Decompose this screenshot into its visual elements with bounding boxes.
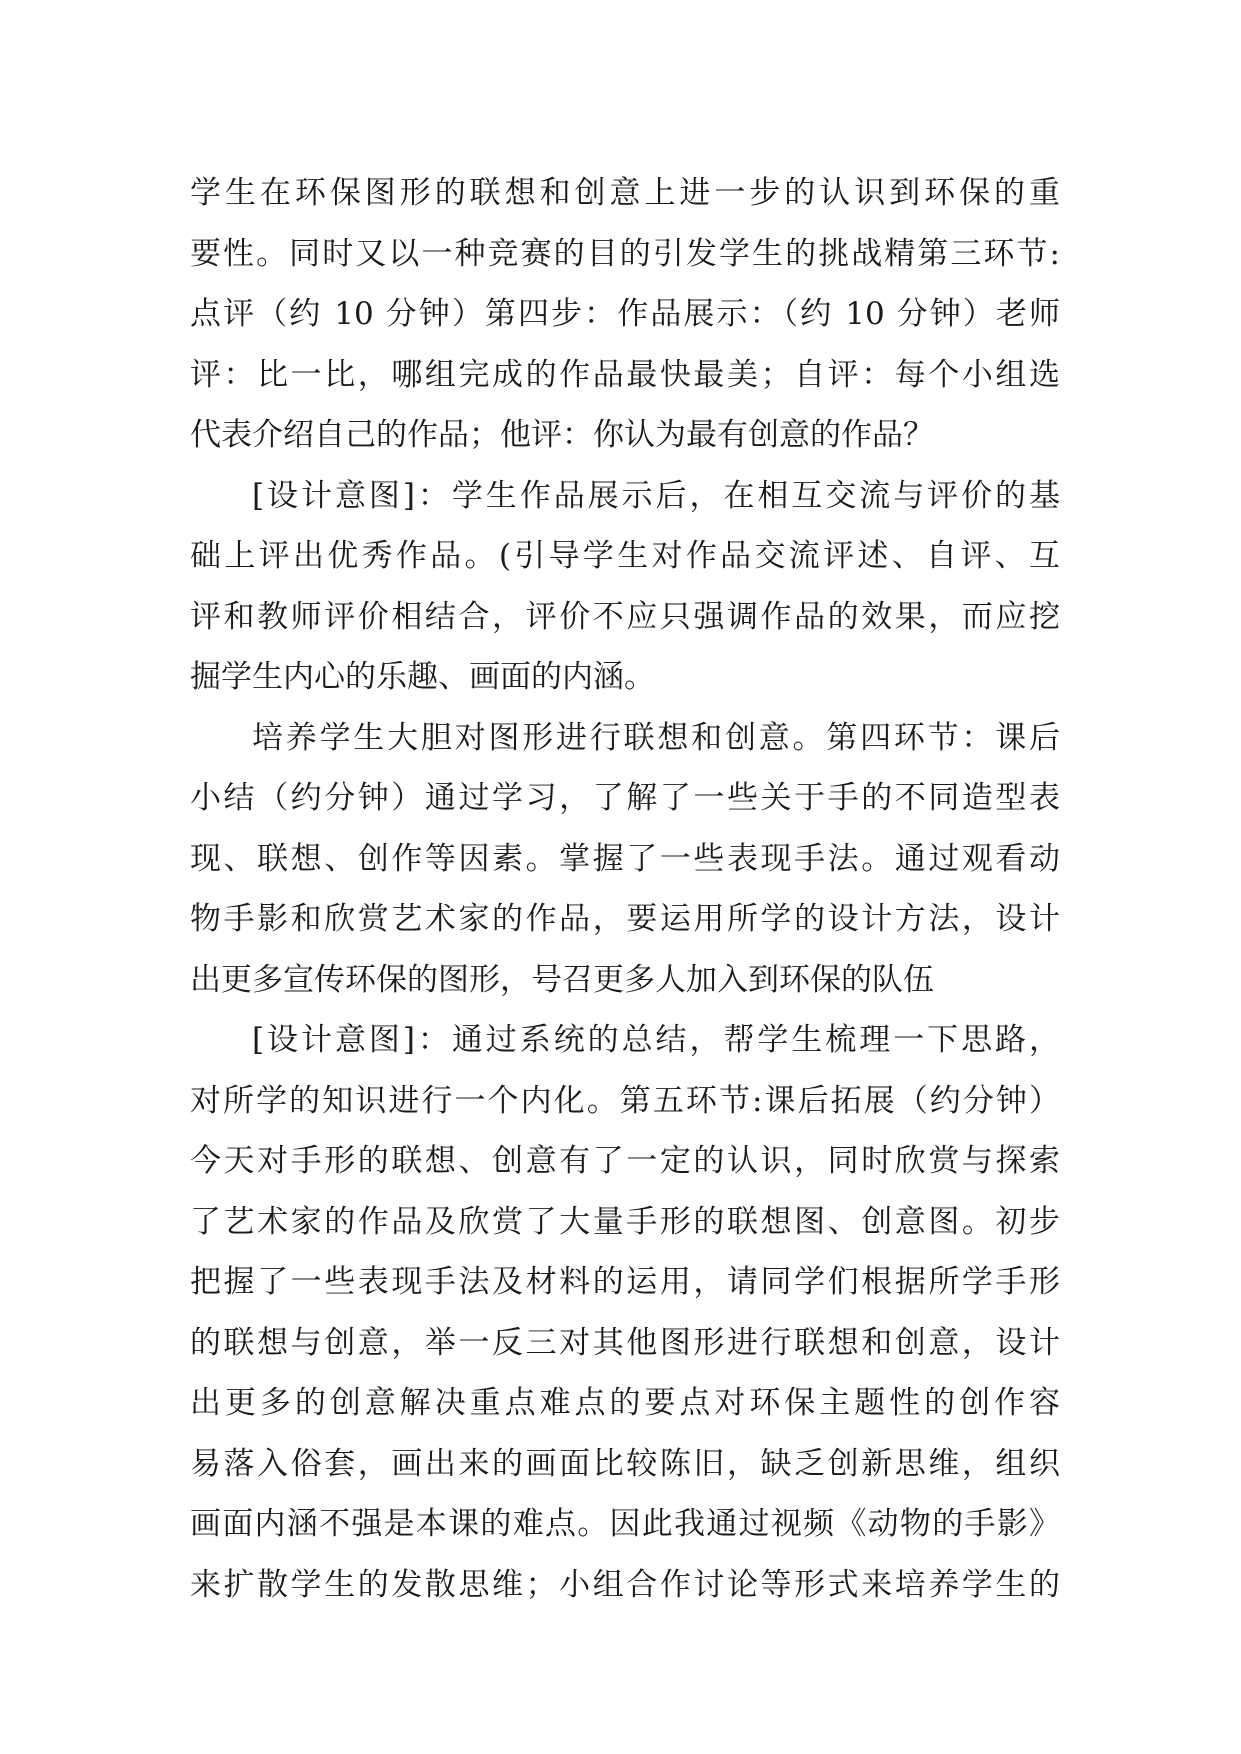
text-line: 培养学生大胆对图形进行联想和创意。第四环节：课后 [252,719,1060,756]
paragraph-4 [190,1010,1060,1615]
text-line: 评：比一比，哪组完成的作品最快最美；自评：每个小组选 [190,356,1060,393]
text-line: 易落入俗套，画出来的画面比较陈旧，缺乏创新思维，组织 [190,1445,1060,1482]
paragraph-3 [190,708,1060,1011]
text-line: 要性。同时又以一种竞赛的目的引发学生的挑战精第三环节: [190,235,1060,272]
text-line: 评和教师评价相结合，评价不应只强调作品的效果，而应挖 [190,598,1060,635]
text-line: 掘学生内心的乐趣、画面的内涵。 [190,659,655,695]
text-line: 代表介绍自己的作品；他评：你认为最有创意的作品？ [190,417,934,453]
text-line: 对所学的知识进行一个内化。第五环节:课后拓展（约分钟） [190,1082,1060,1119]
text-line: 今天对手形的联想、创意有了一定的认识，同时欣赏与探索 [190,1143,1060,1179]
text-line: 物手影和欣赏艺术家的作品，要运用所学的设计方法，设计 [190,901,1060,937]
text-line: 的联想与创意，举一反三对其他图形进行联想和创意，设计 [190,1324,1060,1361]
text-line: 出更多的创意解决重点难点的要点对环保主题性的创作容 [190,1385,1060,1421]
text-line: 点评（约 10 分钟）第四步：作品展示：（约 10 分钟）老师 [190,296,1060,332]
text-line: 了艺术家的作品及欣赏了大量手形的联想图、创意图。初步 [190,1203,1060,1240]
text-line: 学生在环保图形的联想和创意上进一步的认识到环保的重 [190,175,1060,211]
text-line: 来扩散学生的发散思维；小组合作讨论等形式来培养学生的 [190,1566,1060,1603]
paragraph-2 [190,466,1060,708]
text-line: [设计意图]：学生作品展示后，在相互交流与评价的基 [252,477,1060,514]
text-line: 画面内涵不强是本课的难点。因此我通过视频《动物的手影》 [190,1506,1060,1542]
text-line: [设计意图]：通过系统的总结，帮学生梳理一下思路， [252,1022,1060,1058]
document-page [190,163,1060,1615]
text-line: 现、联想、创作等因素。掌握了一些表现手法。通过观看动 [190,840,1060,877]
paragraph-1 [190,163,1060,466]
text-line: 础上评出优秀作品。(引导学生对作品交流评述、自评、互 [190,538,1060,574]
text-line: 出更多宣传环保的图形，号召更多人加入到环保的队伍 [190,961,934,998]
text-line: 小结（约分钟）通过学习，了解了一些关于手的不同造型表 [190,780,1060,816]
text-line: 把握了一些表现手法及材料的运用，请同学们根据所学手形 [190,1264,1060,1300]
